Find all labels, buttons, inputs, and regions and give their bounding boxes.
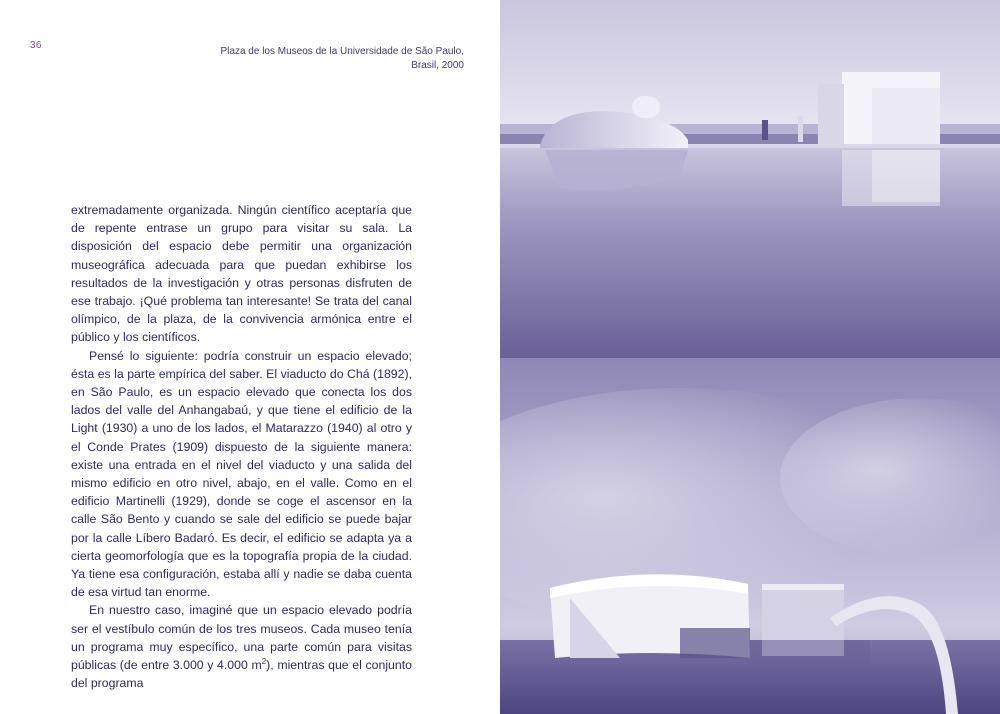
caption-line-1: Plaza de los Museos de la Universidade de São Paulo, [220,46,464,57]
photo-caption [164,45,464,73]
page-number: 36 [30,40,42,51]
paragraph-1: extremadamente organizada. Ningún científico aceptaría que de repente entrase un grupo para visitar su sala. La disposición del espacio debe permitir una organización museográfica adecuada para que puedan exhibirse los resultados de la investigación y otras personas disfruten de ese trabajo. ¡Qué problema tan interesante! Se trata del canal olímpico, de la plaza, de la convivencia armónica entre el público y los científicos. [71,203,412,345]
model-photo-top [500,0,1000,358]
body-text [71,201,412,692]
paragraph-3-end: ), mientras que el conjunto del programa [71,658,412,691]
model-photo-bottom [500,358,1000,714]
right-page-photos [500,0,1000,714]
paragraph-2: Pensé lo siguiente: podría construir un espacio elevado; ésta es la parte empírica del saber. El viaducto do Chá (1892), en São Paulo, es un espacio elevado que conecta los dos lados del valle del Anhangabaú, y que tiene el edificio de la Light (1930) a uno de los lados, el Matarazzo (1940) al otro y el Conde Prates (1909) dispuesto de la siguiente manera: existe una entrada en el nivel del viaducto y una salida del mismo edificio en otro nivel, abajo, en el valle. Como en el edificio Martinelli (1929), donde se coge el ascensor en la calle São Bento y cuando se sale del edificio se puede bajar por la calle Líbero Badaró. Es decir, el edificio se adapta ya a cierta geomorfología que es la topografía propia de la ciudad. Ya tiene esa configuración, estaba allí y nadie se daba cuenta de esa virtud tan enorme. [71,348,412,600]
paragraph-3-text: En nuestro caso, imaginé que un espacio elevado podría ser el vestíbulo común de los tres museos. Cada museo tenía un programa muy específico, una parte común para visitas públicas (de entre 3.000 y 4.000 m [71,603,412,673]
superscript-two: 2 [261,656,267,666]
caption-line-2: Brasil, 2000 [411,60,464,71]
paragraph-3 [71,601,412,692]
